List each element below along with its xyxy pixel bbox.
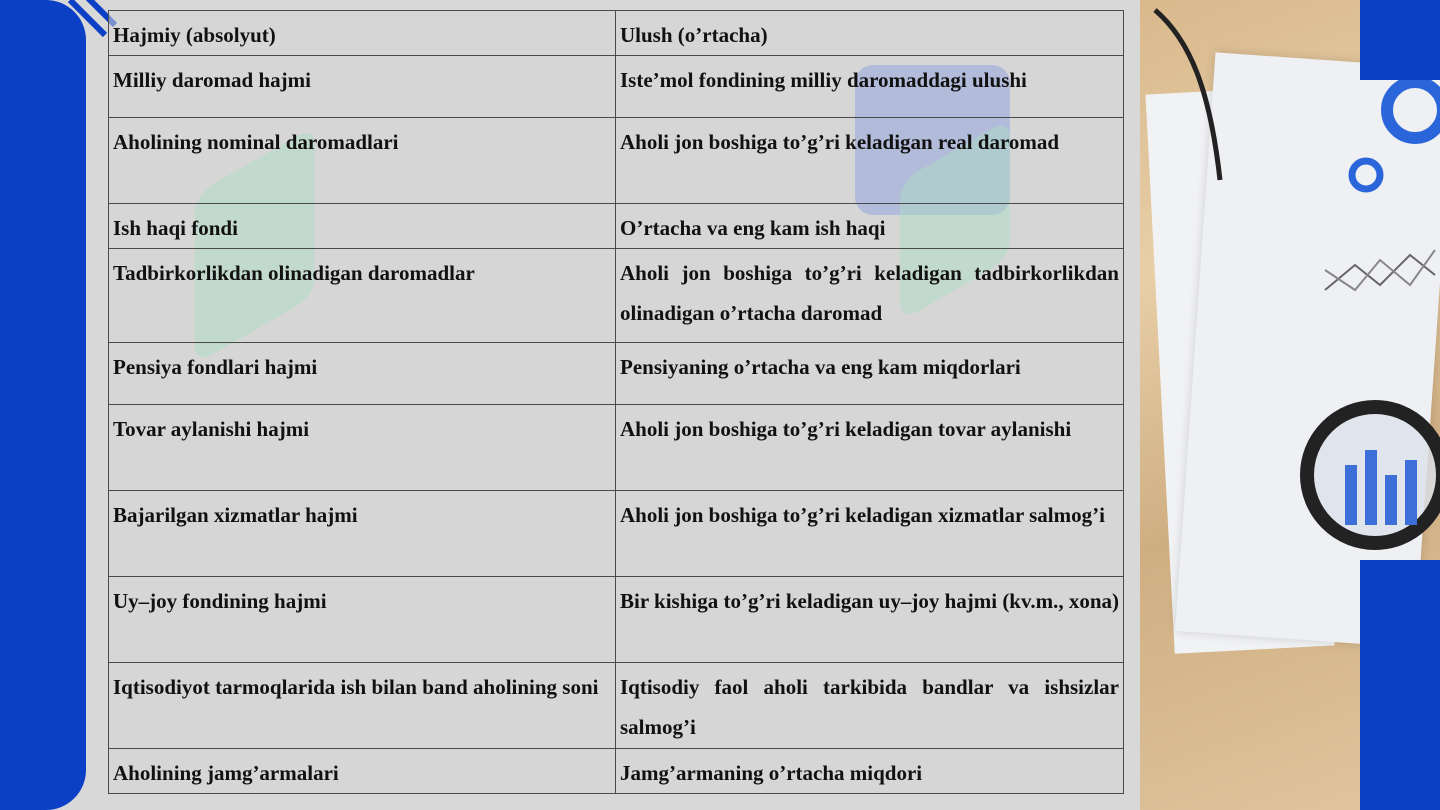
- table-cell: Iqtisodiy faol aholi tarkibida bandlar va ishsizlar salmog’i: [616, 663, 1124, 749]
- table-cell: O’rtacha va eng kam ish haqi: [616, 204, 1124, 249]
- table-cell: Tadbirkorlikdan olinadigan daromadlar: [109, 249, 616, 343]
- left-accent-band: [0, 0, 86, 810]
- table-cell: Jamg’armaning o’rtacha miqdori: [616, 749, 1124, 794]
- table-row: [109, 749, 1124, 794]
- header-cell-share: Ulush (o’rtacha): [616, 11, 1124, 56]
- table-row: [109, 577, 1124, 663]
- table-cell: Aholi jon boshiga to’g’ri keladigan tovar aylanishi: [616, 405, 1124, 491]
- table-header-row: [109, 11, 1124, 56]
- table-row: [109, 405, 1124, 491]
- table-cell: Aholining jamg’armalari: [109, 749, 616, 794]
- table-row: [109, 491, 1124, 577]
- indicators-table-container: [108, 10, 1123, 794]
- table-row: [109, 118, 1124, 204]
- table-row: [109, 56, 1124, 118]
- magnifying-glass-icon: [1295, 395, 1440, 565]
- table-cell: Milliy daromad hajmi: [109, 56, 616, 118]
- table-cell: Aholining nominal daromadlari: [109, 118, 616, 204]
- right-accent-band-top: [1360, 0, 1440, 80]
- table-cell: Tovar aylanishi hajmi: [109, 405, 616, 491]
- table-cell: Bir kishiga to’g’ri keladigan uy–joy hajmi (kv.m., xona): [616, 577, 1124, 663]
- table-cell: Pensiyaning o’rtacha va eng kam miqdorlari: [616, 343, 1124, 405]
- table-cell: Aholi jon boshiga to’g’ri keladigan tadbirkorlikdan olinadigan o’rtacha daromad: [616, 249, 1124, 343]
- table-cell: Uy–joy fondining hajmi: [109, 577, 616, 663]
- table-row: [109, 663, 1124, 749]
- right-accent-band-bottom: [1360, 560, 1440, 810]
- table-cell: Pensiya fondlari hajmi: [109, 343, 616, 405]
- table-cell: Bajarilgan xizmatlar hajmi: [109, 491, 616, 577]
- table-row: [109, 204, 1124, 249]
- table-cell: Iste’mol fondining milliy daromaddagi ulushi: [616, 56, 1124, 118]
- table-cell: Aholi jon boshiga to’g’ri keladigan xizmatlar salmog’i: [616, 491, 1124, 577]
- table-cell: Ish haqi fondi: [109, 204, 616, 249]
- header-cell-absolute: Hajmiy (absolyut): [109, 11, 616, 56]
- indicators-table: [108, 10, 1124, 794]
- table-cell: Aholi jon boshiga to’g’ri keladigan real daromad: [616, 118, 1124, 204]
- table-row: [109, 249, 1124, 343]
- table-cell: Iqtisodiyot tarmoqlarida ish bilan band aholining soni: [109, 663, 616, 749]
- cable-decoration: [1150, 0, 1230, 200]
- table-row: [109, 343, 1124, 405]
